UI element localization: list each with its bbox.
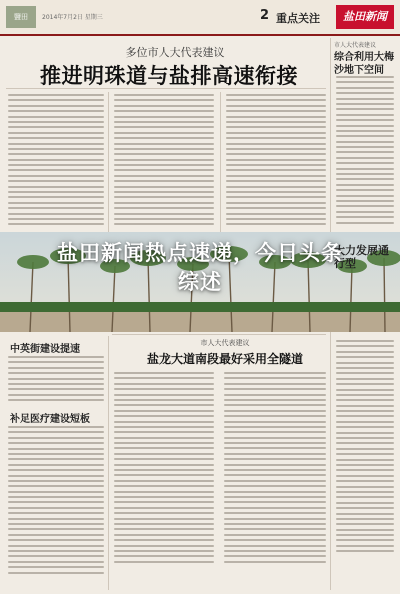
section-rule <box>112 334 326 335</box>
top-article-body-col1 <box>8 94 104 229</box>
column-rule <box>108 336 109 590</box>
brand-badge: 盐田新闻 <box>336 5 394 29</box>
second-article-subtitle: 市人大代表建议 <box>200 339 250 347</box>
newspaper-logo: 鹽田 <box>6 6 36 28</box>
top-article-subtitle: 多位市人大代表建议 <box>125 46 225 59</box>
left-article-body-2 <box>8 426 104 577</box>
sidebar-top-headline: 综合利用大梅沙地下空间 <box>334 52 394 76</box>
top-article-body-col2 <box>114 94 214 229</box>
sidebar-top-article <box>334 40 396 77</box>
left-article-body-1 <box>8 356 104 405</box>
overlay-title-line-1: 盐田新闻热点速递，今日头条 <box>57 241 343 265</box>
left-article-heading-2: 补足医疗建设短板 <box>10 414 90 425</box>
second-article-body-col1 <box>114 372 214 566</box>
section-title: 重点关注 <box>276 12 320 25</box>
page-number: 2 <box>260 8 270 23</box>
masthead <box>0 0 400 36</box>
sidebar-mid-headline: 大力发展通行型 <box>334 244 389 270</box>
column-rule <box>220 92 221 232</box>
top-article-headline: 推进明珠道与盐排高速衔接 <box>40 64 298 88</box>
section-rule <box>6 88 326 89</box>
issue-date: 2014年7月2日 星期三 <box>42 14 103 21</box>
sidebar-mid-body <box>336 340 394 556</box>
top-article-body-col3 <box>226 94 326 229</box>
overlay-title <box>0 238 400 296</box>
column-rule <box>108 92 109 232</box>
sidebar-top-body <box>336 76 394 227</box>
second-article-body-col2 <box>224 372 326 566</box>
second-article-headline: 盐龙大道南段最好采用全隧道 <box>146 352 303 366</box>
left-article-heading-1: 中英街建设提速 <box>10 344 80 355</box>
overlay-title-line-2: 综述 <box>178 270 222 294</box>
sidebar-top-tag: 市人大代表建议 <box>334 42 377 49</box>
